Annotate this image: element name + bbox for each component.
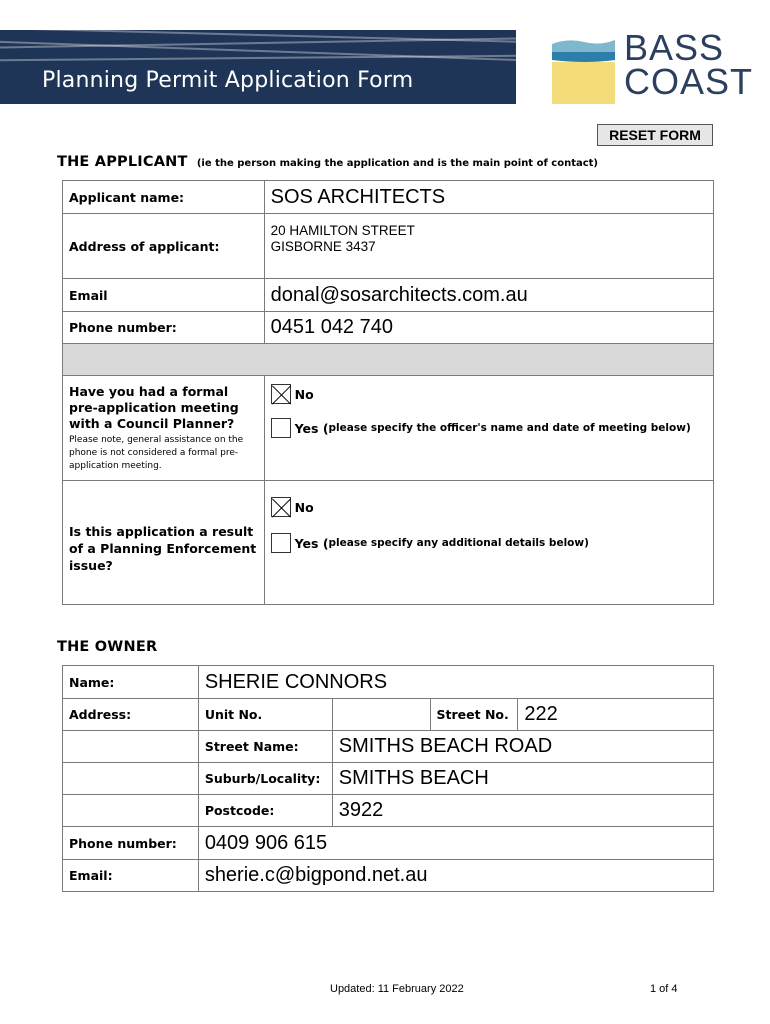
pre-application-yes-note: please specify the officer's name and date of meeting below) (328, 422, 691, 434)
owner-name-field[interactable]: SHERIE CONNORS (198, 666, 713, 699)
owner-suburb-label: Suburb/Locality: (198, 763, 332, 795)
enforcement-yes-label: Yes ( (294, 535, 329, 551)
owner-phone-field[interactable]: 0409 906 615 (198, 827, 713, 860)
bass-coast-logo (552, 27, 754, 106)
logo-word-bass: BASS (624, 27, 725, 68)
owner-unit-field[interactable] (332, 699, 430, 731)
owner-phone-label: Phone number: (63, 827, 199, 860)
owner-table (62, 665, 714, 892)
applicant-address-line1: 20 HAMILTON STREET (270, 223, 415, 238)
owner-suburb-field[interactable]: SMITHS BEACH (332, 763, 713, 795)
applicant-name-label: Applicant name: (63, 181, 265, 214)
applicant-email-label: Email (63, 279, 265, 312)
owner-postcode-field[interactable]: 3922 (332, 795, 713, 827)
pre-application-note: Please note, general assistance on the phone is not considered a formal pre-application meeting. (69, 435, 244, 471)
enforcement-question: Is this application a result of a Planning Enforcement issue? (69, 524, 257, 573)
owner-address-label: Address: (63, 699, 199, 731)
applicant-address-line2: GISBORNE 3437 (270, 239, 376, 254)
owner-street-name-field[interactable]: SMITHS BEACH ROAD (332, 731, 713, 763)
applicant-phone-label: Phone number: (63, 312, 265, 344)
enforcement-yes-option[interactable] (271, 533, 589, 553)
pre-application-no-checkbox[interactable] (271, 384, 291, 404)
owner-street-name-label: Street Name: (198, 731, 332, 763)
owner-unit-label: Unit No. (198, 699, 332, 731)
pre-application-yes-label: Yes ( (294, 420, 329, 436)
enforcement-question-cell (63, 481, 265, 605)
owner-street-no-label: Street No. (430, 699, 518, 731)
owner-heading: THE OWNER (57, 639, 158, 655)
enforcement-no-checkbox[interactable] (271, 497, 291, 517)
enforcement-yes-checkbox[interactable] (271, 533, 291, 553)
pre-application-options-cell (264, 376, 713, 481)
form-title: Planning Permit Application Form (42, 68, 414, 93)
pre-application-yes-option[interactable] (271, 418, 691, 438)
applicant-phone-field[interactable]: 0451 042 740 (264, 312, 713, 344)
applicant-heading (57, 154, 598, 170)
footer-page-number: 1 of 4 (650, 983, 678, 995)
header-banner (0, 30, 516, 104)
owner-street-no-field[interactable]: 222 (518, 699, 714, 731)
applicant-name-field[interactable]: SOS ARCHITECTS (264, 181, 713, 214)
enforcement-options-cell (264, 481, 713, 605)
pre-application-question: Have you had a formal pre-application meeting with a Council Planner? (69, 384, 239, 431)
reset-form-button[interactable]: RESET FORM (597, 124, 713, 146)
pre-application-yes-checkbox[interactable] (271, 418, 291, 438)
enforcement-yes-note: please specify any additional details below) (328, 537, 589, 549)
pre-application-no-option[interactable] (271, 384, 314, 404)
pre-application-question-cell (63, 376, 265, 481)
enforcement-no-label: No (294, 499, 314, 515)
applicant-heading-text: THE APPLICANT (57, 154, 188, 170)
applicant-heading-note: (ie the person making the application and is the main point of contact) (196, 158, 598, 169)
owner-postcode-label: Postcode: (198, 795, 332, 827)
enforcement-no-option[interactable] (271, 497, 314, 517)
owner-email-label: Email: (63, 860, 199, 892)
applicant-email-field[interactable]: donal@sosarchitects.com.au (264, 279, 713, 312)
owner-address-spacer-3 (63, 795, 199, 827)
owner-address-spacer-1 (63, 731, 199, 763)
footer-updated-date: Updated: 11 February 2022 (330, 983, 464, 995)
logo-word-coast: COAST (624, 61, 754, 102)
applicant-table (62, 180, 714, 605)
applicant-address-field[interactable] (264, 214, 713, 279)
pre-application-no-label: No (294, 386, 314, 402)
logo-mark-icon (552, 30, 615, 104)
applicant-address-label: Address of applicant: (63, 214, 265, 279)
shaded-divider-row (63, 344, 714, 376)
owner-address-spacer-2 (63, 763, 199, 795)
owner-name-label: Name: (63, 666, 199, 699)
owner-email-field[interactable]: sherie.c@bigpond.net.au (198, 860, 713, 892)
